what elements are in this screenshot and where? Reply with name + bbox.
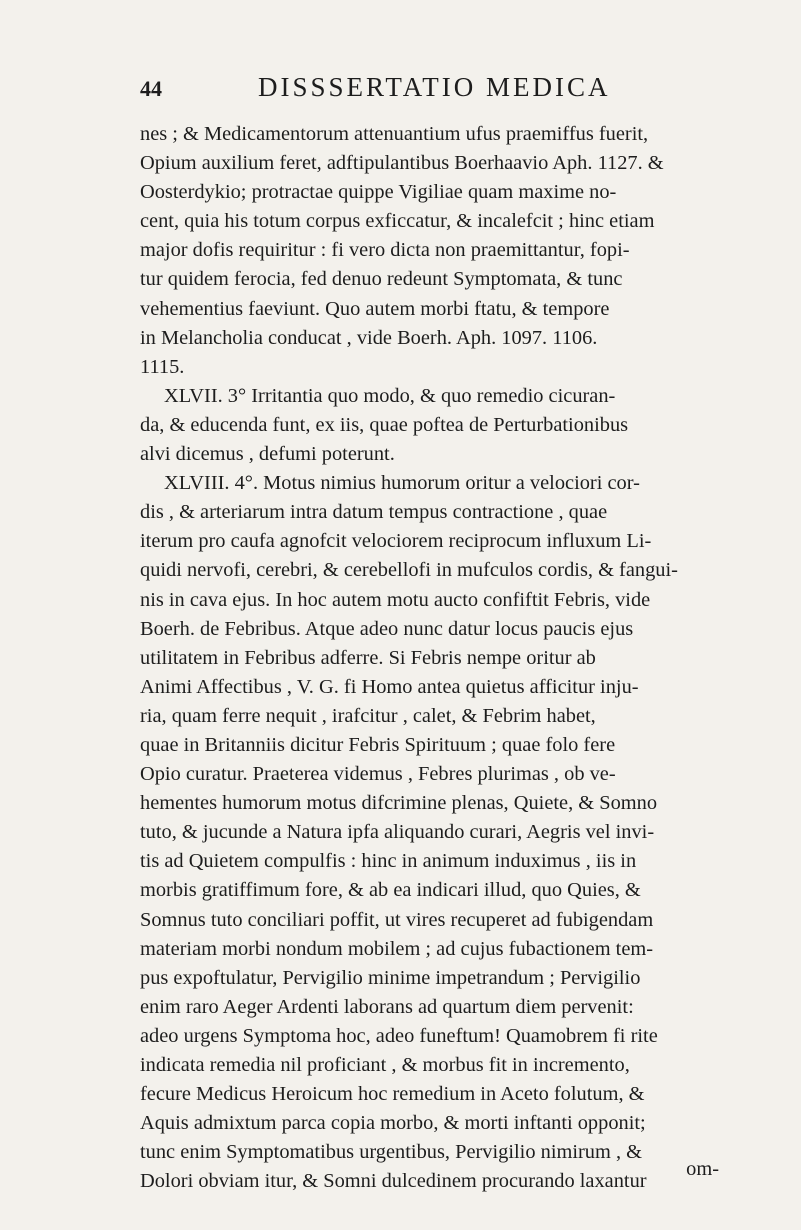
page-header bbox=[140, 72, 721, 112]
text-line: enim raro Aeger Ardenti laborans ad quartum diem pervenit: bbox=[140, 995, 634, 1018]
text-line: nis in cava ejus. In hoc autem motu aucto confiftit Febris, vide bbox=[140, 588, 651, 611]
text-line: ria, quam ferre nequit , irafcitur , calet, & Febrim habet, bbox=[140, 704, 596, 727]
text-line: alvi dicemus , defumi poterunt. bbox=[140, 443, 395, 466]
text-line: cent, quia his totum corpus exficcatur, & incalefcit ; hinc etiam bbox=[140, 210, 655, 233]
text-line: tunc enim Symptomatibus urgentibus, Pervigilio nimirum , & bbox=[140, 1141, 643, 1164]
text-line: Aquis admixtum parca copia morbo, & morti inftanti opponit; bbox=[140, 1112, 646, 1135]
text-line: indicata remedia nil proficiant , & morbus fit in incremento, bbox=[140, 1054, 630, 1076]
text-line: dis , & arteriarum intra datum tempus contractione , quae bbox=[140, 501, 608, 524]
text-line: Opio curatur. Praeterea videmus , Febres plurimas , ob ve- bbox=[140, 763, 616, 786]
text-line: hementes humorum motus difcrimine plenas, Quiete, & Somno bbox=[140, 792, 658, 815]
text-line: pus expoftulatur, Pervigilio minime impetrandum ; Pervigilio bbox=[140, 966, 641, 989]
text-line: utilitatem in Febribus adferre. Si Febris nempe oritur ab bbox=[140, 646, 596, 669]
text-line: Oosterdykio; protractae quippe Vigiliae quam maxime no- bbox=[140, 181, 617, 204]
text-line: Dolori obviam itur, & Somni dulcedinem procurando laxantur bbox=[140, 1170, 647, 1193]
catchword: om- bbox=[686, 1158, 719, 1180]
text-line: materiam morbi nondum mobilem ; ad cujus fubactionem tem- bbox=[140, 937, 654, 960]
section-start-xlviii: XLVIII. 4°. Motus nimius humorum oritur a velociori cor- bbox=[164, 472, 640, 495]
text-line: quae in Britanniis dicitur Febris Spirituum ; quae folo fere bbox=[140, 733, 616, 756]
text-line: vehementius faeviunt. Quo autem morbi ftatu, & tempore bbox=[140, 297, 610, 320]
text-line: major dofis requiritur : fi vero dicta non praemittantur, fopi- bbox=[140, 239, 630, 262]
text-line: morbis gratiffimum fore, & ab ea indicari illud, quo Quies, & bbox=[140, 879, 641, 902]
text-line: quidi nervofi, cerebri, & cerebellofi in mufculos cordis, & fangui- bbox=[140, 559, 678, 582]
text-line: iterum pro caufa agnofcit velociorem reciprocum influxum Li- bbox=[140, 530, 652, 553]
text-line: 1115. bbox=[140, 355, 185, 378]
body-text bbox=[140, 120, 720, 1196]
text-line: tuto, & jucunde a Natura ipfa aliquando curari, Aegris vel invi- bbox=[140, 821, 655, 844]
text-line: in Melancholia conducat , vide Boerh. Aph. 1097. 1106. bbox=[140, 326, 598, 349]
text-line: nes ; & Medicamentorum attenuantium ufus praemiffus fuerit, bbox=[140, 123, 649, 145]
running-title: DISSSERTATIO MEDICA bbox=[258, 72, 611, 102]
section-start-xlvii: XLVII. 3° Irritantia quo modo, & quo remedio cicuran- bbox=[164, 384, 616, 407]
text-line: da, & educenda funt, ex iis, quae poftea de Perturbationibus bbox=[140, 413, 629, 436]
page-number: 44 bbox=[140, 76, 162, 101]
text-line: adeo urgens Symptoma hoc, adeo funeftum! Quamobrem fi rite bbox=[140, 1024, 658, 1047]
text-line: Animi Affectibus , V. G. fi Homo antea quietus afficitur inju- bbox=[140, 675, 639, 698]
text-line: fecure Medicus Heroicum hoc remedium in Aceto folutum, & bbox=[140, 1083, 645, 1106]
text-line: Opium auxilium feret, adftipulantibus Boerhaavio Aph. 1127. & bbox=[140, 152, 664, 175]
text-line: tis ad Quietem compulfis : hinc in animum induximus , iis in bbox=[140, 850, 637, 873]
text-line: tur quidem ferocia, fed denuo redeunt Symptomata, & tunc bbox=[140, 268, 623, 291]
text-line: Somnus tuto conciliari poffit, ut vires recuperet ad fubigendam bbox=[140, 908, 654, 931]
text-line: Boerh. de Febribus. Atque adeo nunc datur locus paucis ejus bbox=[140, 617, 634, 640]
